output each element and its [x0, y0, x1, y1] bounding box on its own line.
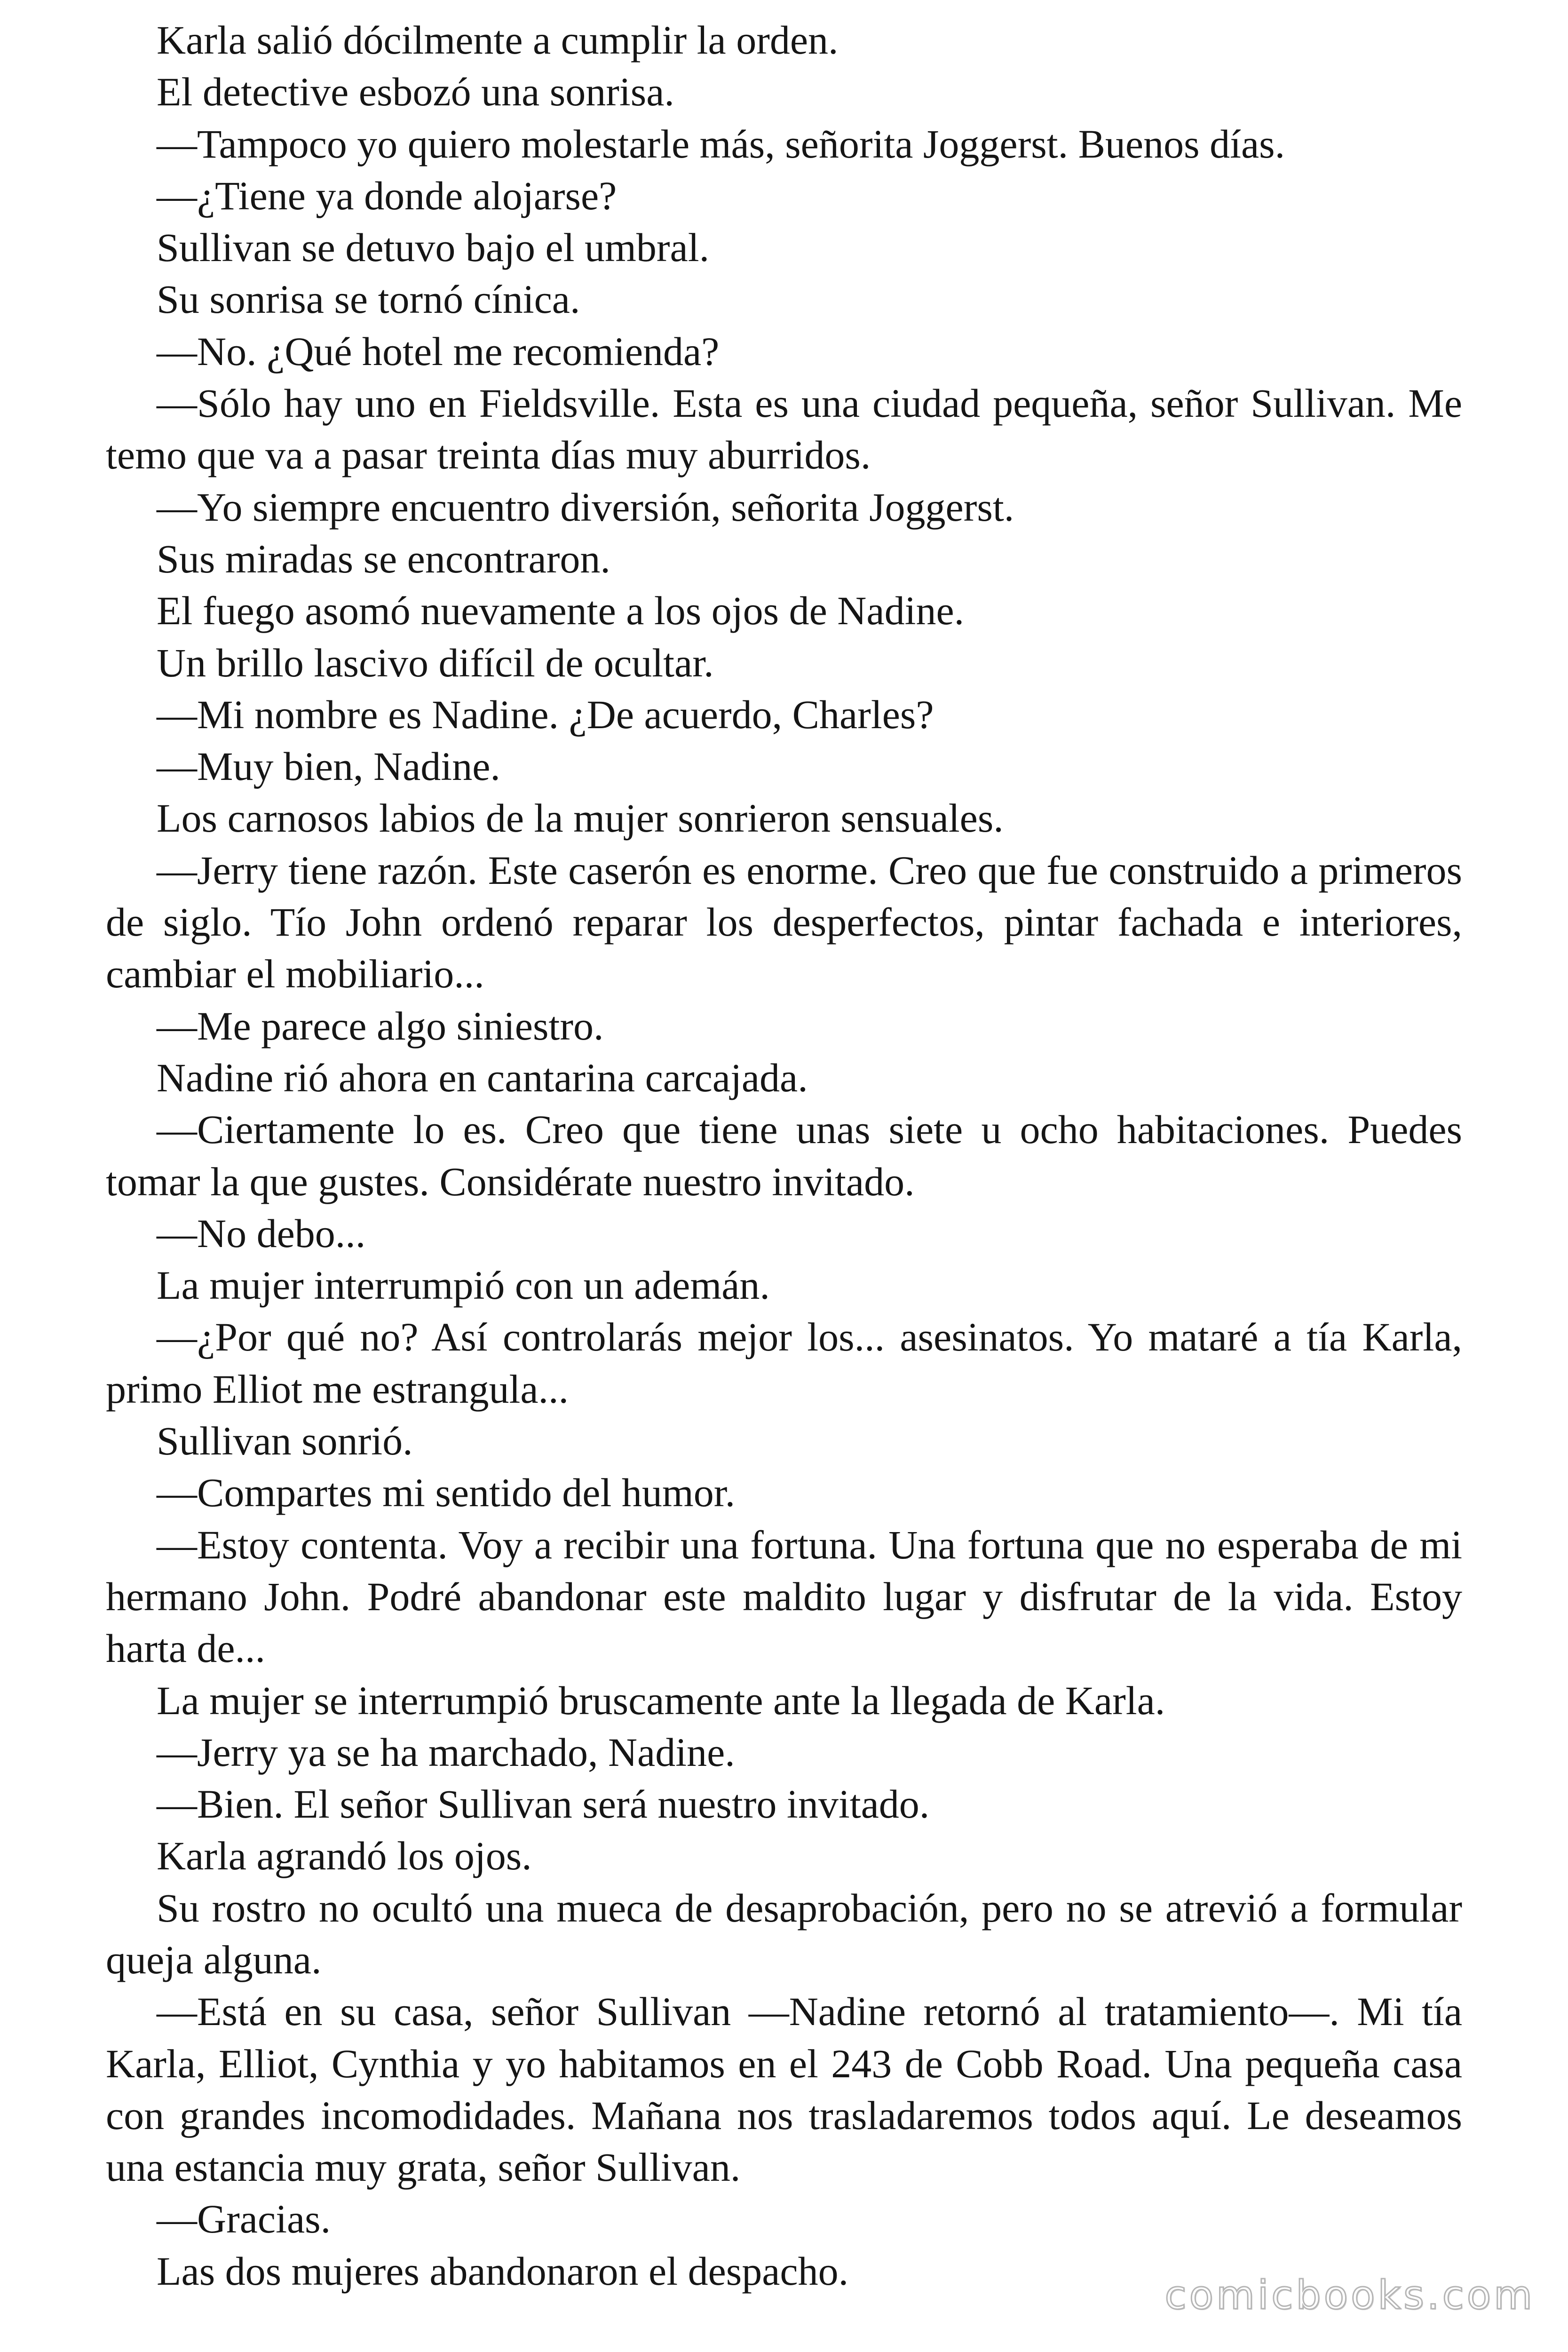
paragraph: Los carnosos labios de la mujer sonrieron sensuales. [157, 795, 1004, 841]
paragraph: —Compartes mi sentido del humor. [157, 1470, 736, 1516]
paragraph: —¿Por qué no? Así controlarás mejor los... asesinatos. Yo mataré a tía Karla, primo Elliot me estrangula... [106, 1314, 1462, 1412]
paragraph: Las dos mujeres abandonaron el despacho. [157, 2248, 849, 2294]
paragraph: Un brillo lascivo difícil de ocultar. [157, 640, 714, 685]
paragraph: —No debo... [157, 1210, 366, 1256]
paragraph: Su rostro no ocultó una mueca de desaprobación, pero no se atrevió a formular queja alguna. [106, 1885, 1462, 1982]
paragraph: —Está en su casa, señor Sullivan —Nadine retornó al tratamiento—. Mi tía Karla, Elliot, Cynthia y yo habitamos en el 243 de Cobb Road. Una pequeña casa con grandes incomodidades. Mañana nos trasladaremos todos aquí. Le deseamos una estancia muy grata, señor Sullivan. [106, 1989, 1462, 2190]
paragraph: —Mi nombre es Nadine. ¿De acuerdo, Charles? [157, 691, 934, 737]
paragraph: —Yo siempre encuentro diversión, señorita Joggerst. [157, 484, 1014, 530]
paragraph: —Gracias. [157, 2196, 331, 2242]
paragraph: Sus miradas se encontraron. [157, 536, 610, 581]
paragraph: Nadine rió ahora en cantarina carcajada. [157, 1055, 808, 1100]
paragraph: —Sólo hay uno en Fieldsville. Esta es una ciudad pequeña, señor Sullivan. Me temo que va a pasar treinta días muy aburridos. [106, 381, 1462, 478]
paragraph: —No. ¿Qué hotel me recomienda? [157, 328, 720, 374]
paragraph: —Jerry tiene razón. Este caserón es enorme. Creo que fue construido a primeros de siglo. Tío John ordenó reparar los desperfectos, pintar fachada e interiores, cambiar el mobiliario... [106, 847, 1462, 997]
watermark: comicbooks.com [1164, 2272, 1535, 2318]
paragraph: —Jerry ya se ha marchado, Nadine. [157, 1729, 735, 1775]
paragraph: Sullivan sonrió. [157, 1418, 413, 1464]
paragraph: Karla salió dócilmente a cumplir la orden. [157, 17, 839, 63]
paragraph: El fuego asomó nuevamente a los ojos de Nadine. [157, 588, 965, 634]
paragraph: —Muy bien, Nadine. [157, 744, 500, 789]
paragraph: Sullivan se detuvo bajo el umbral. [157, 225, 710, 270]
paragraph: El detective esbozó una sonrisa. [157, 69, 674, 115]
page-body [106, 14, 1462, 2297]
paragraph: Su sonrisa se tornó cínica. [157, 277, 580, 322]
paragraph: La mujer se interrumpió bruscamente ante la llegada de Karla. [157, 1677, 1165, 1723]
paragraph: La mujer interrumpió con un ademán. [157, 1263, 770, 1308]
paragraph: —Bien. El señor Sullivan será nuestro invitado. [157, 1781, 930, 1827]
paragraph: —Tampoco yo quiero molestarle más, señorita Joggerst. Buenos días. [157, 121, 1285, 167]
paragraph: —Estoy contenta. Voy a recibir una fortuna. Una fortuna que no esperaba de mi hermano John. Podré abandonar este maldito lugar y disfrutar de la vida. Estoy harta de... [106, 1522, 1462, 1671]
paragraph: —Ciertamente lo es. Creo que tiene unas siete u ocho habitaciones. Puedes tomar la que gustes. Considérate nuestro invitado. [106, 1107, 1462, 1204]
paragraph: —¿Tiene ya donde alojarse? [157, 173, 617, 218]
paragraph: Karla agrandó los ojos. [157, 1833, 532, 1879]
paragraph: —Me parece algo siniestro. [157, 1003, 604, 1049]
